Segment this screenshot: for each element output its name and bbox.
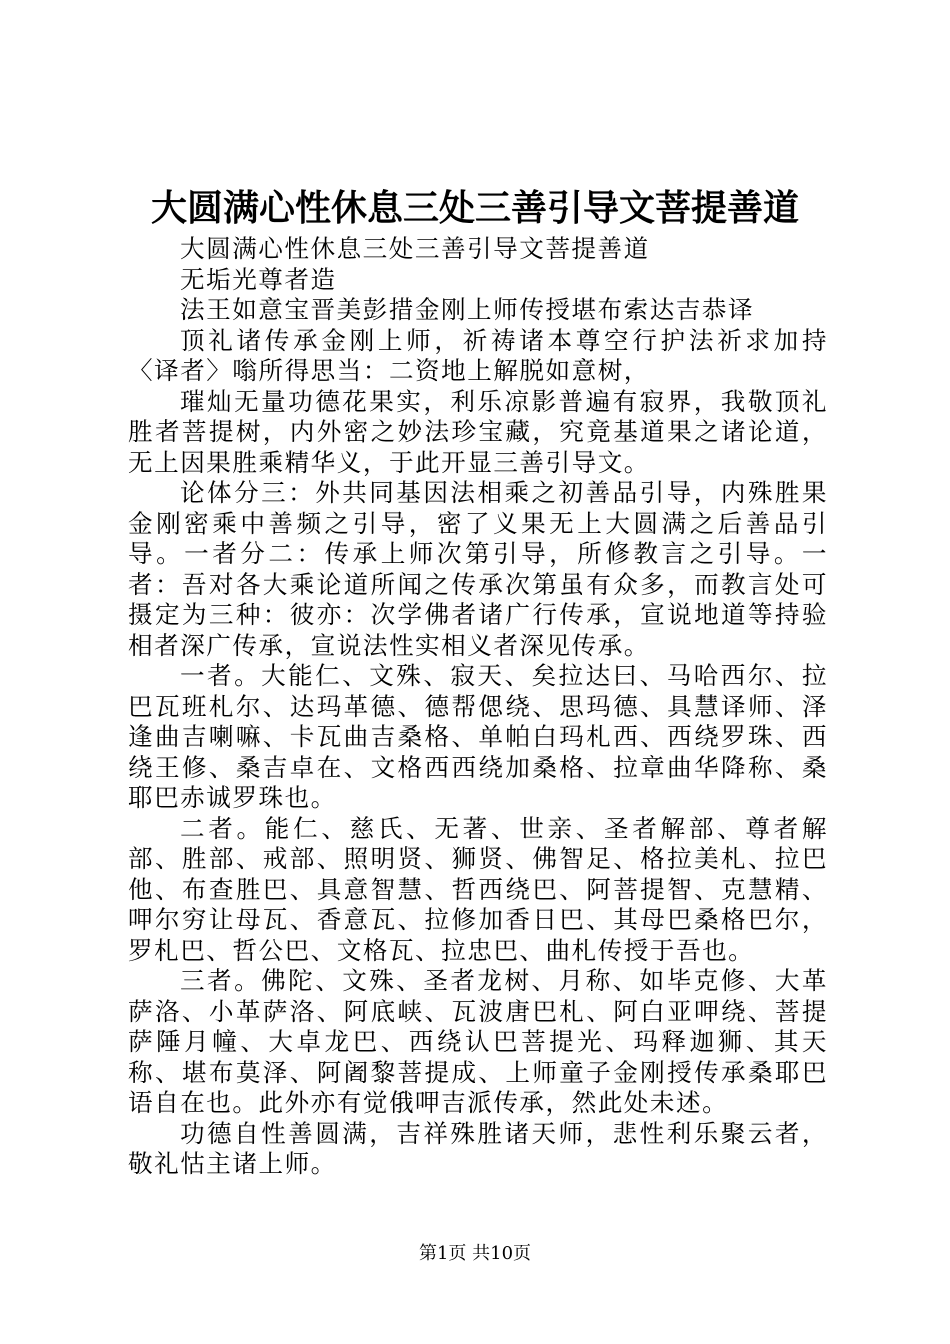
page-number-footer: 第1页 共10页 [418, 1243, 532, 1264]
document-body [128, 234, 828, 1180]
paragraph-verse: 璀灿无量功德花果实，利乐凉影普遍有寂界，我敬顶礼胜者菩提树，内外密之妙法珍宝藏，究竟基道果之诸论道，无上因果胜乘精华义，于此开显三善引导文。 [128, 386, 828, 477]
paragraph-lineage-three: 三者。佛陀、文殊、圣者龙树、月称、如毕克修、大革萨洛、小革萨洛、阿底峡、瓦波唐巴札、阿白亚呷绕、菩提萨陲月幢、大卓龙巴、西绕认巴菩提光、玛释迦狮、其天称、堪布莫泽、阿阇黎菩提成、上师童子金刚授传承桑耶巴语自在也。此外亦有觉俄呷吉派传承，然此处未述。 [128, 966, 828, 1117]
paragraph-homage: 顶礼诸传承金刚上师，祈祷诸本尊空行护法祈求加持〈译者〉嗡所得思当：二资地上解脱如意树， [128, 325, 828, 385]
document-title: 大圆满心性休息三处三善引导文菩提善道 [150, 187, 799, 229]
paragraph-closing-verse: 功德自性善圆满，吉祥殊胜诸天师，悲性利乐聚云者，敬礼怙主诸上师。 [128, 1118, 828, 1178]
paragraph-structure: 论体分三：外共同基因法相乘之初善品引导，内殊胜果金刚密乘中善频之引导，密了义果无上大圆满之后善品引导。一者分二：传承上师次第引导，所修教言之引导。一者：吾对各大乘论道所闻之传承次第虽有众多，而教言处可摄定为三种：彼亦：次学佛者诸广行传承，宣说地道等持验相者深广传承，宣说法性实相义者深见传承。 [128, 478, 828, 660]
paragraph-lineage-two: 二者。能仁、慈氏、无著、世亲、圣者解部、尊者解部、胜部、戒部、照明贤、狮贤、佛智足、格拉美札、拉巴他、布查胜巴、具意智慧、哲西绕巴、阿菩提智、克慧精、呷尔穷让母瓦、香意瓦、拉修加香日巴、其母巴桑格巴尔，罗札巴、哲公巴、文格瓦、拉忠巴、曲札传授于吾也。 [128, 813, 828, 965]
paragraph-lineage-one: 一者。大能仁、文殊、寂天、矣拉达曰、马哈西尔、拉巴瓦班札尔、达玛革德、德帮偲绕、思玛德、具慧译师、泽逢曲吉喇嘛、卡瓦曲吉桑格、单帕白玛札西、西绕罗珠、西绕王修、桑吉卓在、文格西西绕加桑格、拉章曲华降称、桑耶巴赤诚罗珠也。 [128, 661, 828, 812]
paragraph-author: 无垢光尊者造 [180, 264, 337, 294]
paragraph-subtitle: 大圆满心性休息三处三善引导文菩提善道 [180, 234, 650, 263]
paragraph-translator: 法王如意宝晋美彭措金刚上师传授堪布索达吉恭译 [180, 295, 755, 324]
